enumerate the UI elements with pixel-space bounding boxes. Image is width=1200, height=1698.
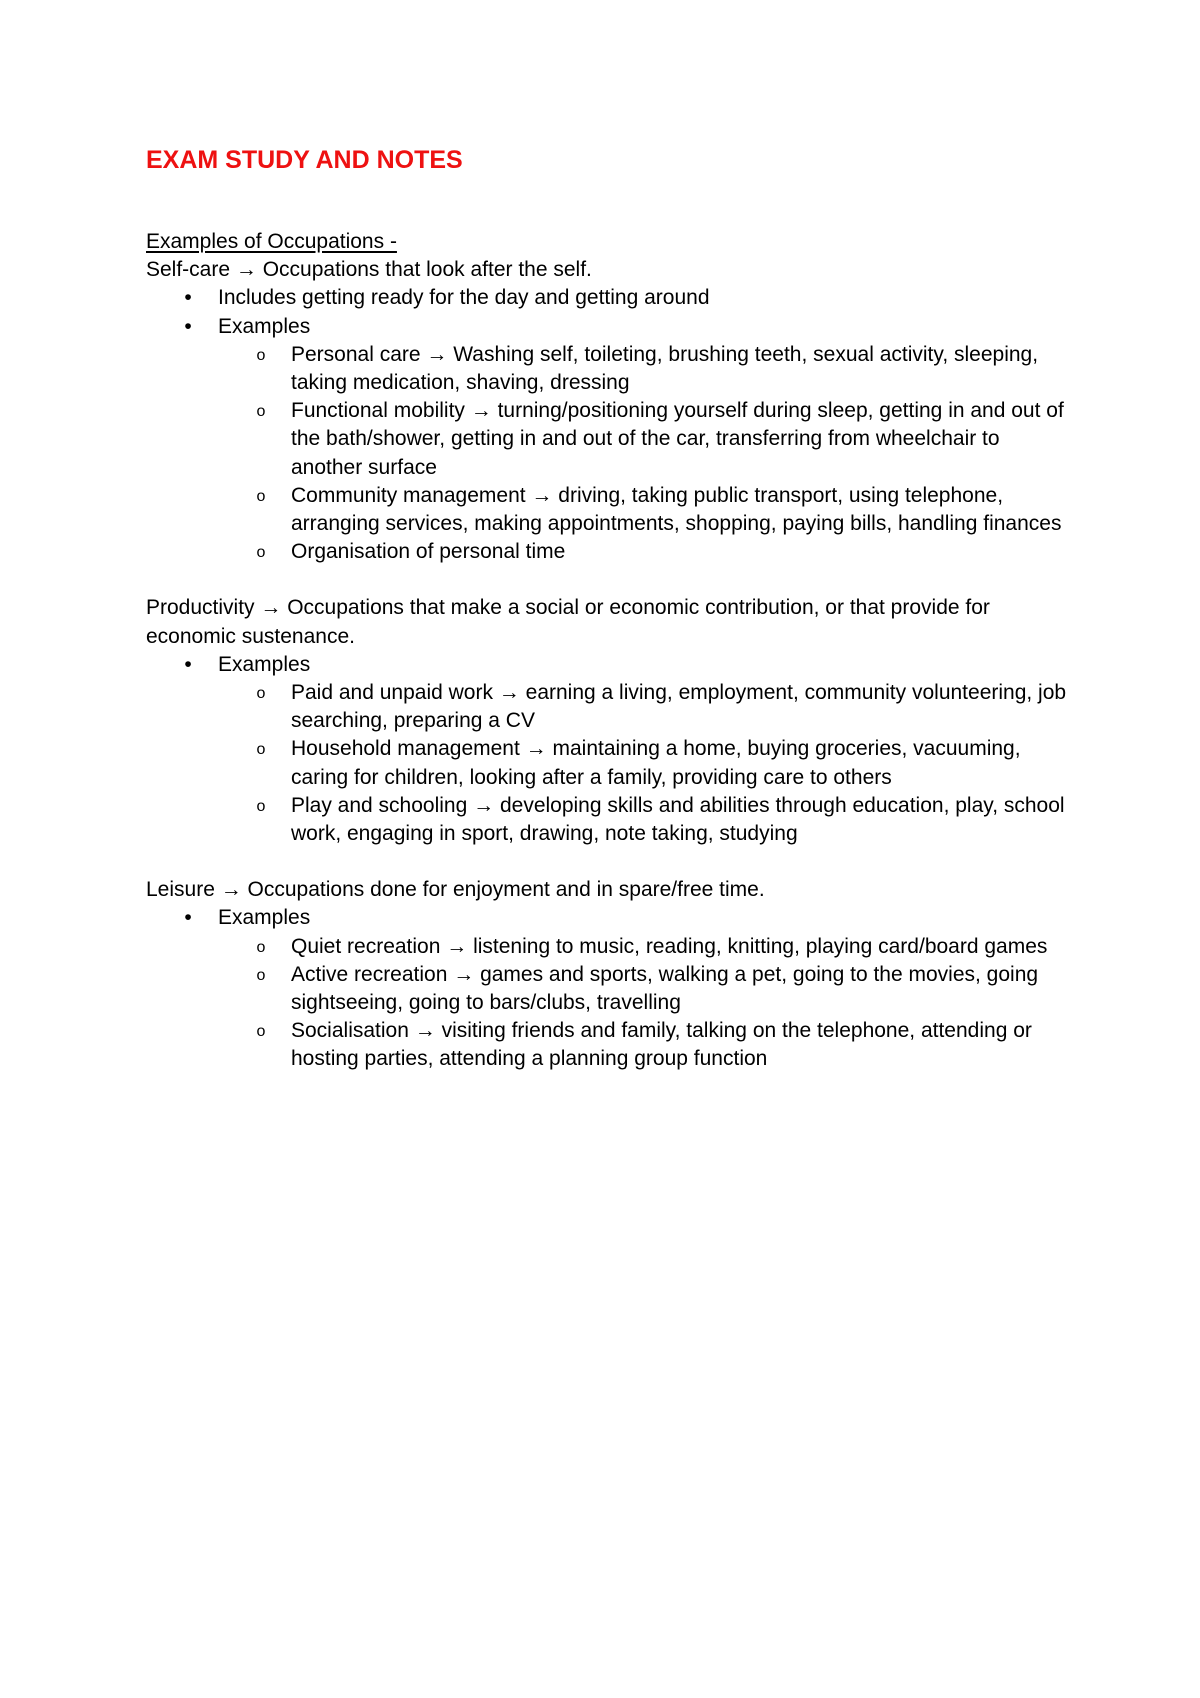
section-leisure [146, 876, 1076, 1073]
section-intro: Productivity → Occupations that make a social or economic contribution, or that provide for economic sustenance. [146, 596, 990, 648]
bullet-circle-icon: o [256, 741, 266, 759]
sub-list-item [256, 933, 1076, 961]
sub-list-item-text: Community management → driving, taking public transport, using telephone, arranging services, making appointments, shopping, paying bills, handling finances [291, 483, 1062, 536]
bullet-dot-icon: • [184, 652, 192, 676]
sub-list-item [256, 679, 1076, 735]
sub-list-item-text: Organisation of personal time [291, 540, 566, 564]
sub-list-item [256, 482, 1076, 538]
sub-list-item [256, 792, 1076, 848]
document-title: EXAM STUDY AND NOTES [146, 146, 463, 174]
sub-list-item [256, 1017, 1076, 1073]
bullet-circle-icon: o [256, 1023, 266, 1041]
bullet-dot-icon: • [184, 906, 192, 930]
section-intro: Self-care → Occupations that look after the self. [146, 258, 592, 282]
sub-list-item [256, 341, 1076, 397]
bullet-circle-icon: o [256, 544, 266, 562]
bullet-circle-icon: o [256, 685, 266, 703]
list-item [184, 284, 1076, 312]
sub-list-item [256, 397, 1076, 482]
bullet-circle-icon: o [256, 966, 266, 984]
list-item-text: Examples [218, 652, 311, 676]
bullet-dot-icon: • [184, 314, 192, 338]
sub-list-item-text: Socialisation → visiting friends and family, talking on the telephone, attending or hosting parties, attending a planning group function [291, 1019, 1032, 1071]
list-item [184, 904, 1076, 1073]
sub-list-item [256, 961, 1076, 1017]
sub-list-item-text: Household management → maintaining a home, buying groceries, vacuuming, caring for children, looking after a family, providing care to others [291, 737, 1021, 789]
subheading-examples-of-occupations: Examples of Occupations - [146, 230, 397, 253]
section-self-care [146, 256, 1076, 566]
list-item-text: Includes getting ready for the day and getting around [218, 286, 710, 310]
bullet-circle-icon: o [256, 346, 266, 364]
list-item-text: Examples [218, 906, 311, 930]
list-item-text: Examples [218, 314, 311, 338]
bullet-circle-icon: o [256, 487, 266, 505]
sub-list-item-text: Active recreation → games and sports, walking a pet, going to the movies, going sightseeing, going to bars/clubs, travelling [291, 962, 1039, 1015]
sub-list-item-text: Quiet recreation → listening to music, reading, knitting, playing card/board games [291, 934, 1048, 958]
bullet-list [146, 651, 1076, 848]
bullet-circle-icon: o [256, 403, 266, 421]
bullet-circle-icon: o [256, 797, 266, 815]
bullet-list [146, 284, 1076, 566]
document-page [146, 144, 1076, 1102]
sub-bullet-list [218, 679, 1076, 848]
bullet-dot-icon: • [184, 286, 192, 310]
section-intro: Leisure → Occupations done for enjoyment and in spare/free time. [146, 878, 765, 902]
sub-bullet-list [218, 933, 1076, 1074]
sub-list-item [256, 538, 1076, 566]
sub-bullet-list [218, 341, 1076, 567]
sub-list-item [256, 735, 1076, 791]
bullet-list [146, 904, 1076, 1073]
bullet-circle-icon: o [256, 938, 266, 956]
list-item [184, 651, 1076, 848]
list-item [184, 313, 1076, 567]
sub-list-item-text: Play and schooling → developing skills and abilities through education, play, school work, engaging in sport, drawing, note taking, studying [291, 793, 1065, 846]
sub-list-item-text: Personal care → Washing self, toileting, brushing teeth, sexual activity, sleeping, taking medication, shaving, dressing [291, 342, 1039, 395]
section-productivity [146, 594, 1076, 848]
sub-list-item-text: Paid and unpaid work → earning a living, employment, community volunteering, job searching, preparing a CV [291, 681, 1067, 733]
sub-list-item-text: Functional mobility → turning/positioning yourself during sleep, getting in and out of the bath/shower, getting in and out of the car, transferring from wheelchair to another surface [291, 399, 1064, 479]
